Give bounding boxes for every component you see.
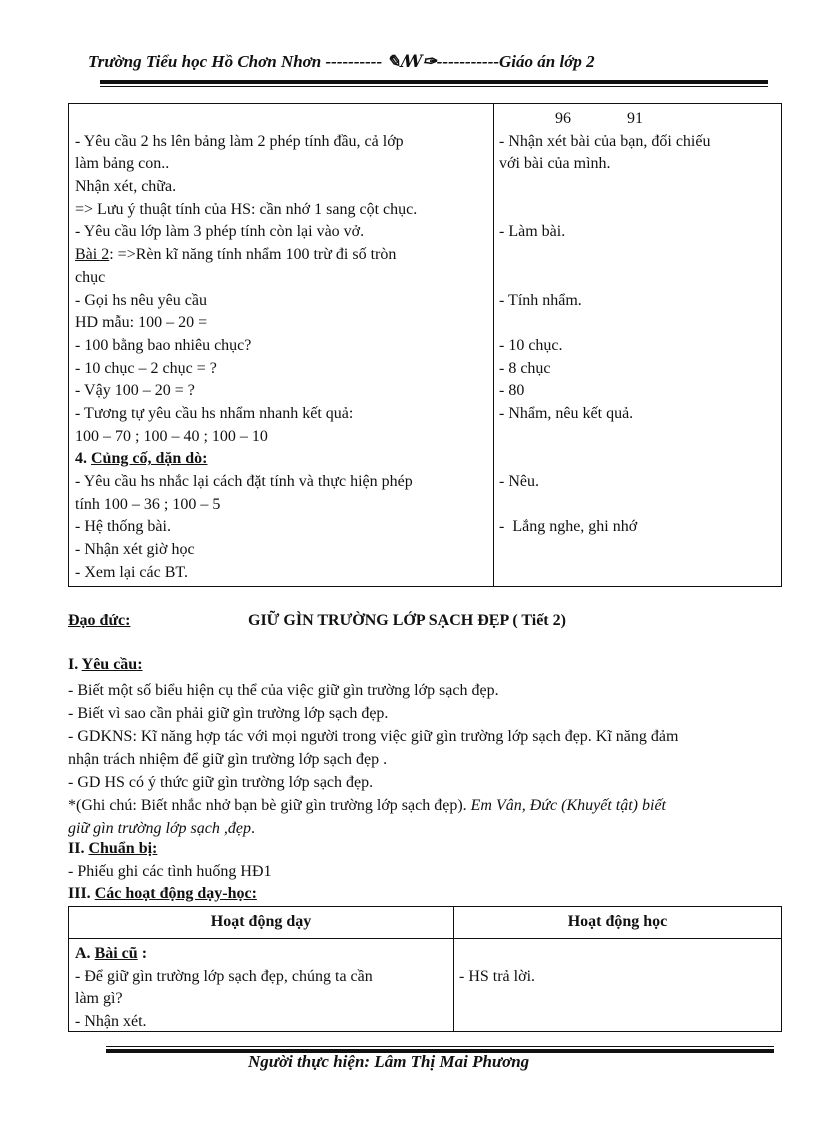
baicu-label: Bài cũ [94,945,138,962]
school-name: Trường Tiểu học Hồ Chơn Nhơn [88,52,322,71]
left-line: chục [75,268,106,286]
right-line: - Nhận xét bài của bạn, đối chiếu [499,132,711,150]
left-line: - Yêu cầu hs nhắc lại cách đặt tính và thực hiện phép [75,473,413,490]
left-line: làm bảng con.. [75,155,170,173]
requirement-line: nhận trách nhiệm để giữ gìn trường lớp sạch đẹp . [68,751,388,768]
header-row-divider [69,938,781,939]
note-end: . [250,820,255,837]
right-line [499,494,777,517]
note-italic-2: giữ gìn trường lớp sạch ,đẹp [68,820,251,837]
right-line: - Nêu. [499,473,539,490]
right-line: - 80 [499,382,525,400]
right-line: - 10 chục. [499,336,563,354]
teacher-activity-column [75,108,487,584]
cungco-num: 4. [75,450,91,468]
note-italic: Em Vân, Đức (Khuyết tật) biết [470,797,666,814]
activities-table [68,906,782,1032]
spacer [459,943,775,966]
requirements-list [68,679,784,840]
lesson-table-continued [68,103,782,587]
requirement-line: - Biết một số biểu hiện cụ thể của việc giữ gìn trường lớp sạch đẹp. [68,682,499,699]
student-cell [459,943,775,988]
footer-rule-thin [106,1046,774,1047]
teacher-line: làm gì? [75,990,123,1007]
cungco-heading [75,448,487,471]
cungco-label: Củng cố, dặn dò: [91,450,208,468]
author-footer: Người thực hiện: Lâm Thị Mai Phương [248,1052,530,1071]
right-line: 96 91 [499,110,643,127]
baicu-colon: : [137,945,148,962]
right-line [499,267,777,290]
right-line [499,244,777,267]
left-line: - Vậy 100 – 20 = ? [75,382,195,400]
student-line: - HS trả lời. [459,967,536,985]
left-line: 100 – 70 ; 100 – 40 ; 100 – 10 [75,427,268,445]
column-divider [493,104,494,586]
baicu-num: A. [75,945,95,962]
teacher-line: - Nhận xét. [75,1012,147,1030]
ornament-icon: ✎ꟿ✑ [386,52,437,71]
left-line: => Lưu ý thuật tính của HS: cần nhớ 1 sang cột chục. [75,200,418,218]
right-line: - 8 chục [499,359,551,377]
left-line: - 10 chục – 2 chục = ? [75,359,217,377]
requirements-heading [68,656,143,674]
note-line-2 [68,817,784,840]
note-text: *(Ghi chú: Biết nhắc nhở bạn bè giữ gìn trường lớp sạch đẹp). [68,797,471,814]
bai2-label: Bài 2 [75,246,110,264]
right-line: với bài của mình. [499,155,611,173]
requirement-line: - Biết vì sao cần phải giữ gìn trường lớp sạch đẹp. [68,705,389,722]
left-line: - 100 bằng bao nhiêu chục? [75,336,252,354]
right-line: - Tính nhẩm. [499,291,582,309]
left-line: - Gọi hs nêu yêu cầu [75,291,207,309]
right-line [499,199,777,222]
yeucau-label: Yêu cầu: [81,656,143,673]
bai2-text: : =>Rèn kĩ năng tính nhẩm 100 trừ đi số tròn [109,246,397,264]
left-line: - Yêu cầu lớp làm 3 phép tính còn lại vào vở. [75,223,365,241]
header-rule-thick [100,80,768,84]
daoduc-label: Đạo đức: [68,612,131,629]
yeucau-num: I. [68,656,82,673]
right-line [499,539,777,562]
left-line: - Hệ thống bài. [75,518,171,536]
right-line: - Nhẩm, nêu kết quả. [499,404,634,422]
right-line [499,426,777,449]
header-rule-thin [100,86,768,87]
teacher-line: - Để giữ gìn trường lớp sạch đẹp, chúng ta cần [75,967,373,985]
right-line [499,312,777,335]
preparation-line: - Phiếu ghi các tình huống HĐ1 [68,863,272,880]
student-activity-column [499,108,777,584]
student-activity-header: Hoạt động học [567,913,668,930]
right-line: - Lắng nghe, ghi nhớ [499,518,638,536]
right-line [499,562,777,585]
page-header [88,52,688,72]
left-line: tính 100 – 36 ; 100 – 5 [75,495,221,513]
right-line [499,176,777,199]
left-line: - Nhận xét giờ học [75,541,195,559]
requirement-line: - GDKNS: Kĩ năng hợp tác với mọi người trong việc giữ gìn trường lớp sạch đẹp. Kĩ năng đảm [68,728,679,745]
left-line: - Yêu cầu 2 hs lên bảng làm 2 phép tính đầu, cả lớp [75,132,404,150]
header-dashes: ---------- [325,52,383,71]
teacher-activity-header: Hoạt động dạy [210,913,312,930]
left-line: - Xem lại các BT. [75,563,188,581]
note-line [68,794,784,817]
chuanbi-num: II. [68,840,89,857]
hoatdong-label: Các hoạt động dạy-học: [94,885,257,902]
subject-heading [68,612,130,630]
requirement-line: - GD HS có ý thức giữ gìn trường lớp sạch đẹp. [68,774,374,791]
subject-label: Giáo án lớp 2 [499,52,595,71]
preparation-heading [68,840,157,858]
left-line: HD mẫu: 100 – 20 = [75,314,208,332]
left-line: Nhận xét, chữa. [75,178,177,196]
header-dashes-2: ----------- [436,52,500,71]
bai2-line [75,244,487,267]
left-line [75,108,487,131]
baicu-heading [75,943,447,966]
activities-heading [68,885,257,903]
right-line [499,448,777,471]
chuanbi-label: Chuẩn bị: [88,840,158,857]
lesson-title: GIỮ GÌN TRƯỜNG LỚP SẠCH ĐẸP ( Tiết 2) [248,612,566,629]
right-line: - Làm bài. [499,223,566,241]
left-line: - Tương tự yêu cầu hs nhẩm nhanh kết quả: [75,404,354,422]
hoatdong-num: III. [68,885,95,902]
teacher-cell [75,943,447,1033]
